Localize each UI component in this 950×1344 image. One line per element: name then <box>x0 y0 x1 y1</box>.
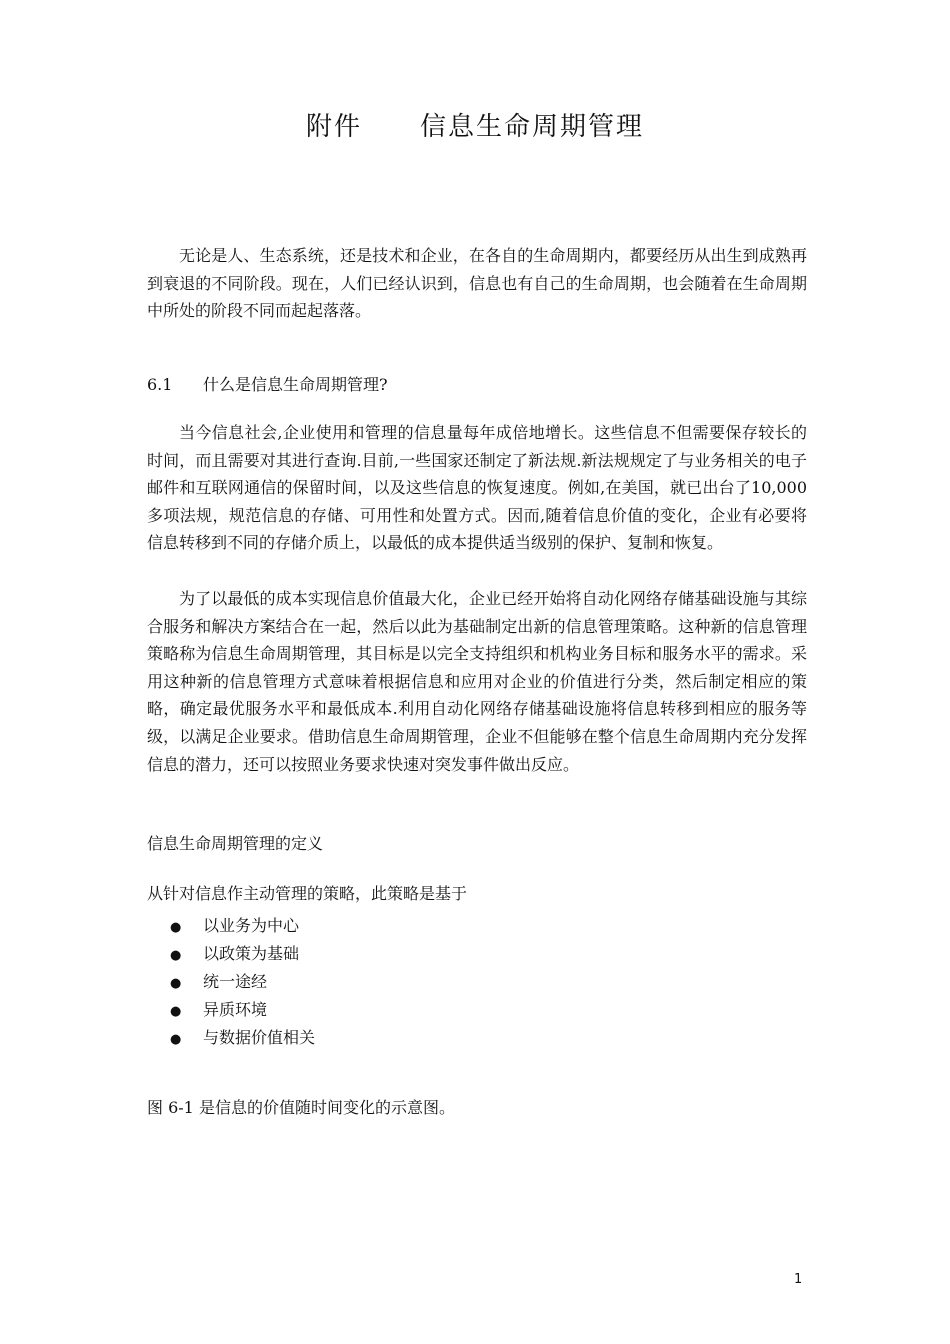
figure-reference: 图 6-1 是信息的价值随时间变化的示意图。 <box>147 1098 455 1117</box>
list-item <box>170 912 315 940</box>
definition-heading: 信息生命周期管理的定义 <box>147 834 324 853</box>
page-number: 1 <box>794 1272 803 1287</box>
list-item-text: 统一途经 <box>203 972 268 991</box>
list-item <box>170 996 315 1024</box>
body-paragraph-1: 当今信息社会,企业使用和管理的信息量每年成倍地增长。这些信息不但需要保存较长的时间，而且需要对其进行查询.目前,一些国家还制定了新法规.新法规规定了与业务相关的电子邮件和互联网通信的保留时间，以及这些信息的恢复速度。例如,在美国，就已出台了10,000多项法规，规范信息的存储、可用性和处置方式。因而,随着信息价值的变化，企业有必要将信息转移到不同的存储介质上，以最低的成本提供适当级别的保护、复制和恢复。 <box>147 423 807 553</box>
bullet-dot-icon: ● <box>170 920 182 935</box>
page-title <box>0 106 950 143</box>
bullet-dot-icon: ● <box>170 948 182 963</box>
intro-paragraph: 无论是人、生态系统，还是技术和企业，在各自的生命周期内，都要经历从出生到成熟再到衰退的不同阶段。现在，人们已经认识到，信息也有自己的生命周期，也会随着在生命周期中所处的阶段不同而起起落落。 <box>147 246 807 321</box>
title-main: 信息生命周期管理 <box>420 112 645 142</box>
list-item-text: 异质环境 <box>203 1000 268 1019</box>
section-number: 6.1 <box>147 375 173 394</box>
list-item-text: 以业务为中心 <box>203 916 300 935</box>
bullet-dot-icon: ● <box>170 1032 182 1047</box>
list-item <box>170 940 315 968</box>
list-item-text: 与数据价值相关 <box>203 1028 316 1047</box>
list-item <box>170 1024 315 1052</box>
bullet-dot-icon: ● <box>170 976 182 991</box>
list-item <box>170 968 315 996</box>
list-item-text: 以政策为基础 <box>203 944 300 963</box>
definition-list <box>170 912 315 1052</box>
title-prefix: 附件 <box>305 112 362 142</box>
definition-intro: 从针对信息作主动管理的策略，此策略是基于 <box>147 884 468 903</box>
section-title: 什么是信息生命周期管理? <box>203 375 388 394</box>
bullet-dot-icon: ● <box>170 1004 182 1019</box>
section-heading <box>147 374 388 396</box>
body-paragraph-2: 为了以最低的成本实现信息价值最大化，企业已经开始将自动化网络存储基础设施与其综合服务和解决方案结合在一起，然后以此为基础制定出新的信息管理策略。这种新的信息管理策略称为信息生命周期管理，其目标是以完全支持组织和机构业务目标和服务水平的需求。采用这种新的信息管理方式意味着根据信息和应用对企业的价值进行分类，然后制定相应的策略，确定最优服务水平和最低成本.利用自动化网络存储基础设施将信息转移到相应的服务等级，以满足企业要求。借助信息生命周期管理，企业不但能够在整个信息生命周期内充分发挥信息的潜力，还可以按照业务要求快速对突发事件做出反应。 <box>147 589 807 774</box>
